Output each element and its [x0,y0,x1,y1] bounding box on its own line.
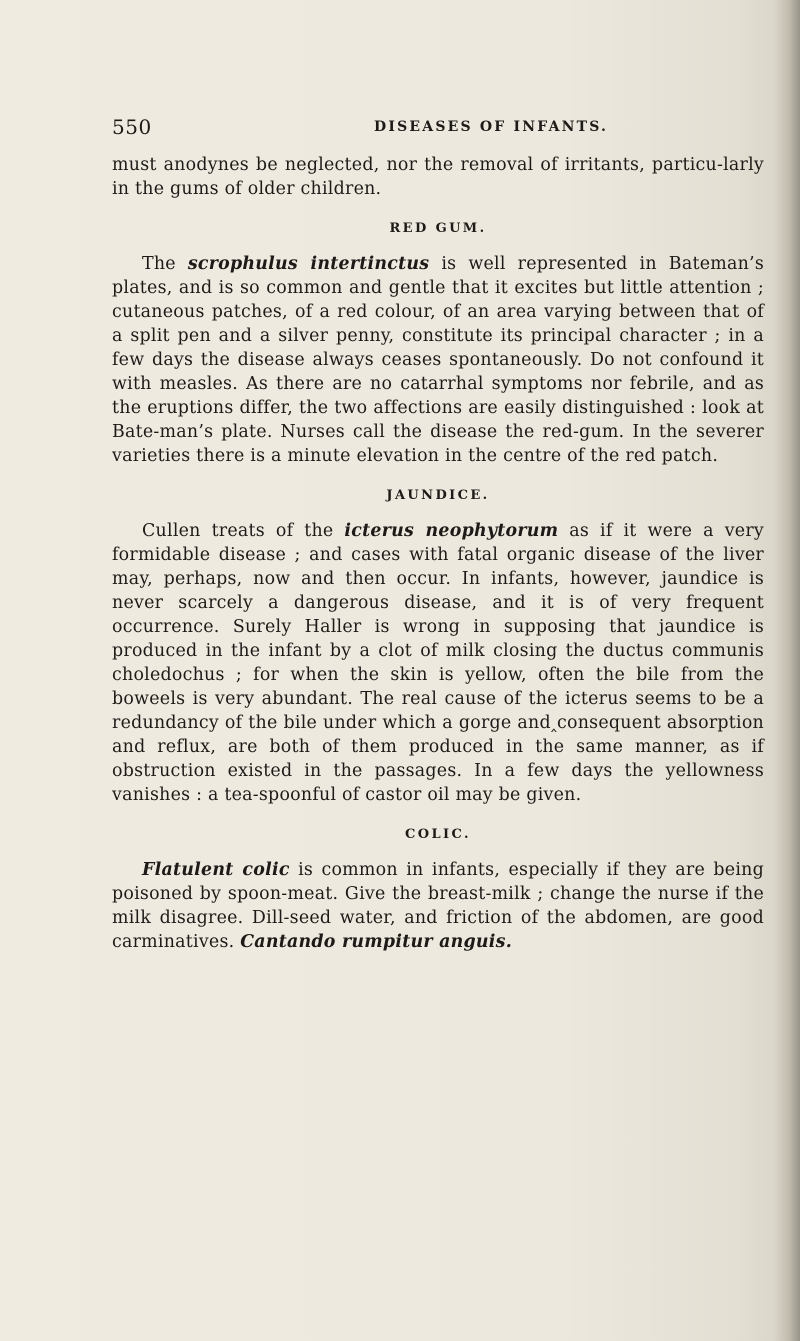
page-edge-shadow [774,0,800,1341]
jaundice-lead: Cullen treats of the [142,521,345,541]
red-gum-lead: The [142,254,188,274]
red-gum-term: scrophulus intertinctus [187,254,430,274]
page-body [112,153,764,954]
colic-paragraph [112,858,764,954]
red-gum-text: is well represented in Bateman’s plates, and is so common and gentle that it excites but little attention ; cutaneous patches, of a red colour, of an area varying between that of a split pen and a silver penny, constitute its principal character ; in a few days the disease always ceases spontaneously. Do not confound it with measles. As there are no catarrhal symptoms nor febrile, and as the eruptions differ, the two affections are easily distinguished : look at Bate-man’s plate. Nurses call the disease the red-gum. In the severer varieties there is a minute elevation in the centre of the red patch. [112,254,764,466]
colic-text: is common in infants, especially if they are being poisoned by spoon-meat. Give the breast-milk ; change the nurse if the milk disagree. Dill-seed water, and friction of the abdomen, are good carminatives. [112,860,764,952]
intro-paragraph: must anodynes be neglected, nor the removal of irritants, particu-larly in the gums of older children. [112,155,764,199]
section-title-jaundice: JAUNDICE. [386,488,490,503]
jaundice-term: icterus neophytorum [344,521,559,541]
page-header [112,115,752,145]
jaundice-text: as if it were a very formidable disease ; and cases with fatal organic disease of the liver may, perhaps, now and then occur. In infants, however, jaundice is never scarcely a dangerous disease, and it is of very frequent occurrence. Surely Haller is wrong in supposing that jaundice is produced in the infant by a clot of milk closing the ductus communis choledochus ; for when the skin is yellow, often the bile from the boweels is very abundant. The real cause of the icterus seems to be a redundancy of the bile under which a gorge and‸consequent absorption and reflux, are both of them produced in the same manner, as if obstruction existed in the passages. In a few days the yellowness vanishes : a tea-spoonful of castor oil may be given. [112,521,764,805]
section-title-red-gum: RED GUM. [389,221,487,236]
running-head: DISEASES OF INFANTS. [374,119,609,135]
page-number: 550 [112,115,152,139]
jaundice-paragraph [112,519,764,807]
colic-latin-phrase: Cantando rumpitur anguis. [240,932,512,952]
colic-term: Flatulent colic [142,860,290,880]
section-title-colic: COLIC. [405,827,471,842]
red-gum-paragraph [112,252,764,468]
